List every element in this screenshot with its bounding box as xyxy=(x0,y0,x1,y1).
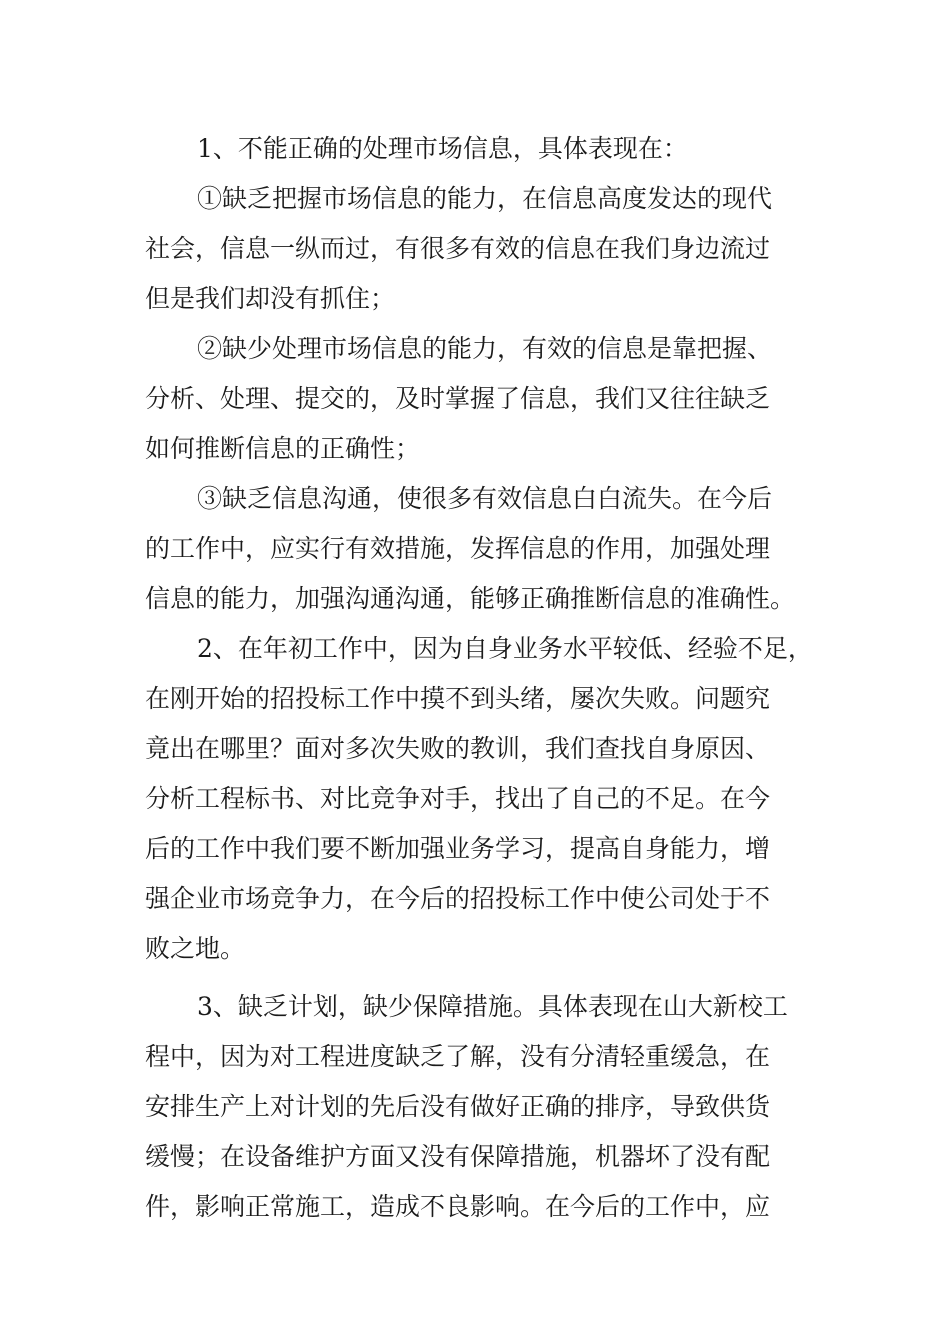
paragraph-line: 分析、处理、提交的，及时掌握了信息，我们又往往缺乏 xyxy=(145,384,771,413)
paragraph-line: 缓慢；在设备维护方面又没有保障措施，机器坏了没有配 xyxy=(145,1142,771,1171)
paragraph-2 xyxy=(145,174,810,324)
paragraph-line: ③缺乏信息沟通，使很多有效信息白白流失。在今后 xyxy=(197,484,773,513)
paragraph-line: 程中，因为对工程进度缺乏了解，没有分清轻重缓急，在 xyxy=(145,1042,771,1071)
paragraph-line: 在刚开始的招投标工作中摸不到头绪，屡次失败。问题究 xyxy=(145,684,771,713)
paragraph-line: 1、不能正确的处理市场信息，具体表现在： xyxy=(197,134,688,163)
paragraph-line: 2、在年初工作中，因为自身业务水平较低、经验不足， xyxy=(197,634,813,663)
paragraph-3 xyxy=(145,324,810,474)
paragraph-line: ②缺少处理市场信息的能力，有效的信息是靠把握、 xyxy=(197,334,773,363)
document-body xyxy=(145,124,813,1232)
paragraph-line: 竟出在哪里？面对多次失败的教训，我们查找自身原因、 xyxy=(145,734,771,763)
paragraph-line: 分析工程标书、对比竞争对手，找出了自己的不足。在今 xyxy=(145,784,771,813)
paragraph-line: 信息的能力，加强沟通沟通，能够正确推断信息的准确性。 xyxy=(145,584,796,613)
paragraph-spacer xyxy=(145,974,810,982)
paragraph-line: 强企业市场竞争力，在今后的招投标工作中使公司处于不 xyxy=(145,884,771,913)
paragraph-line: 但是我们却没有抓住； xyxy=(145,284,396,313)
paragraph-line: 败之地。 xyxy=(145,934,246,963)
paragraph-5 xyxy=(145,624,813,974)
paragraph-line: 件，影响正常施工，造成不良影响。在今后的工作中，应 xyxy=(145,1192,771,1221)
paragraph-line: 后的工作中我们要不断加强业务学习，提高自身能力，增 xyxy=(145,834,771,863)
paragraph-line: 如何推断信息的正确性； xyxy=(145,434,421,463)
paragraph-line: 社会，信息一纵而过，有很多有效的信息在我们身边流过 xyxy=(145,234,771,263)
paragraph-1 xyxy=(145,124,810,174)
paragraph-line: 3、缺乏计划，缺少保障措施。具体表现在山大新校工 xyxy=(197,992,788,1021)
paragraph-line: 安排生产上对计划的先后没有做好正确的排序，导致供货 xyxy=(145,1092,771,1121)
paragraph-4 xyxy=(145,474,810,624)
paragraph-line: 的工作中，应实行有效措施，发挥信息的作用，加强处理 xyxy=(145,534,771,563)
paragraph-6 xyxy=(145,982,810,1232)
paragraph-line: ①缺乏把握市场信息的能力，在信息高度发达的现代 xyxy=(197,184,773,213)
